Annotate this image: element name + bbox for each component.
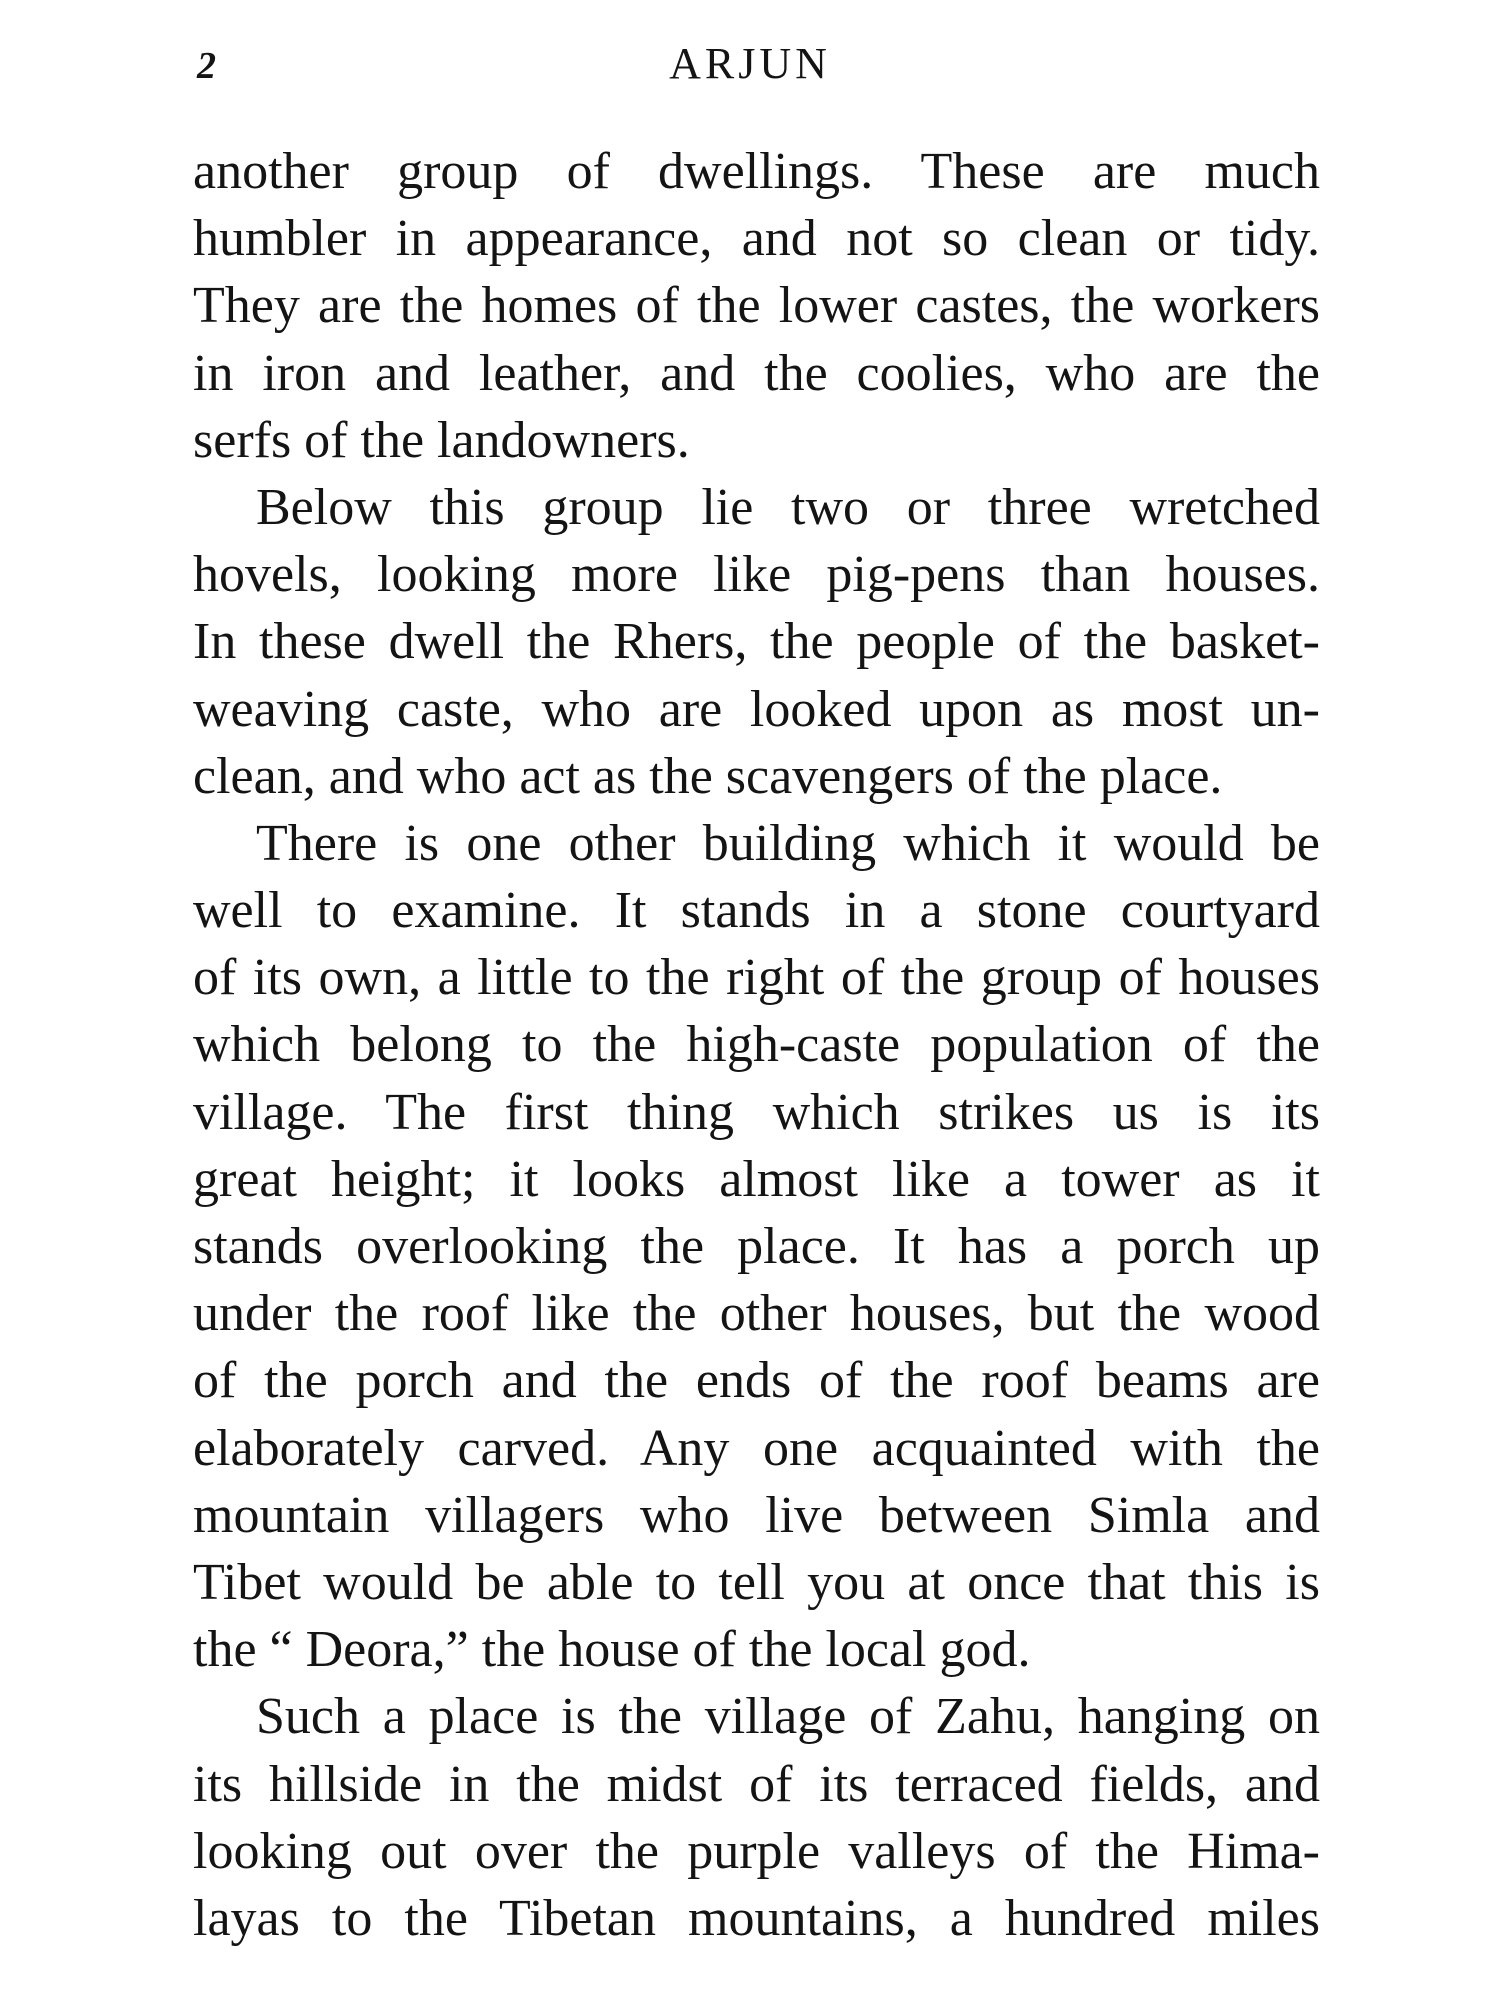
- text-line: of its own, a little to the right of the group of houses: [193, 949, 1320, 1007]
- text-line: stands overlooking the place. It has a porch up: [193, 1218, 1320, 1275]
- text-line: layas to the Tibetan mountains, a hundred miles: [193, 1889, 1320, 1947]
- text-line: well to examine. It stands in a stone courtyard: [193, 882, 1320, 940]
- text-line: village. The first thing which strikes us is its: [193, 1083, 1320, 1141]
- page-number: 2: [197, 45, 216, 87]
- text-line: in iron and leather, and the coolies, who are the: [193, 344, 1320, 402]
- running-title: ARJUN: [669, 39, 831, 88]
- text-line: elaborately carved. Any one acquainted with the: [193, 1419, 1320, 1477]
- text-line: another group of dwellings. These are much: [193, 143, 1320, 200]
- text-line: hovels, looking more like pig-pens than houses.: [193, 546, 1320, 604]
- text-line: Such a place is the village of Zahu, hanging on: [256, 1688, 1320, 1746]
- text-line: mountain villagers who live between Simla and: [193, 1486, 1320, 1544]
- text-line: They are the homes of the lower castes, the workers: [193, 277, 1320, 335]
- text-line: serfs of the landowners.: [193, 411, 690, 469]
- text-line: the “ Deora,” the house of the local god.: [193, 1621, 1031, 1679]
- text-line: looking out over the purple valleys of the Hima-: [193, 1822, 1320, 1880]
- text-line: clean, and who act as the scavengers of the place.: [193, 747, 1223, 805]
- text-line: which belong to the high-caste population of the: [193, 1016, 1320, 1074]
- text-line: under the roof like the other houses, but the wood: [193, 1285, 1320, 1343]
- text-line: Tibet would be able to tell you at once that this is: [193, 1553, 1320, 1611]
- text-line: humbler in appearance, and not so clean or tidy.: [193, 210, 1320, 268]
- text-line: There is one other building which it would be: [256, 814, 1320, 872]
- text-line: great height; it looks almost like a tower as it: [193, 1150, 1320, 1208]
- text-line: of the porch and the ends of the roof beams are: [193, 1352, 1320, 1410]
- text-line: weaving caste, who are looked upon as most un-: [193, 680, 1320, 738]
- body-text: [193, 138, 1320, 1952]
- text-line: Below this group lie two or three wretched: [256, 478, 1320, 536]
- text-line: In these dwell the Rhers, the people of the basket-: [193, 613, 1320, 671]
- text-line: its hillside in the midst of its terraced fields, and: [193, 1755, 1320, 1813]
